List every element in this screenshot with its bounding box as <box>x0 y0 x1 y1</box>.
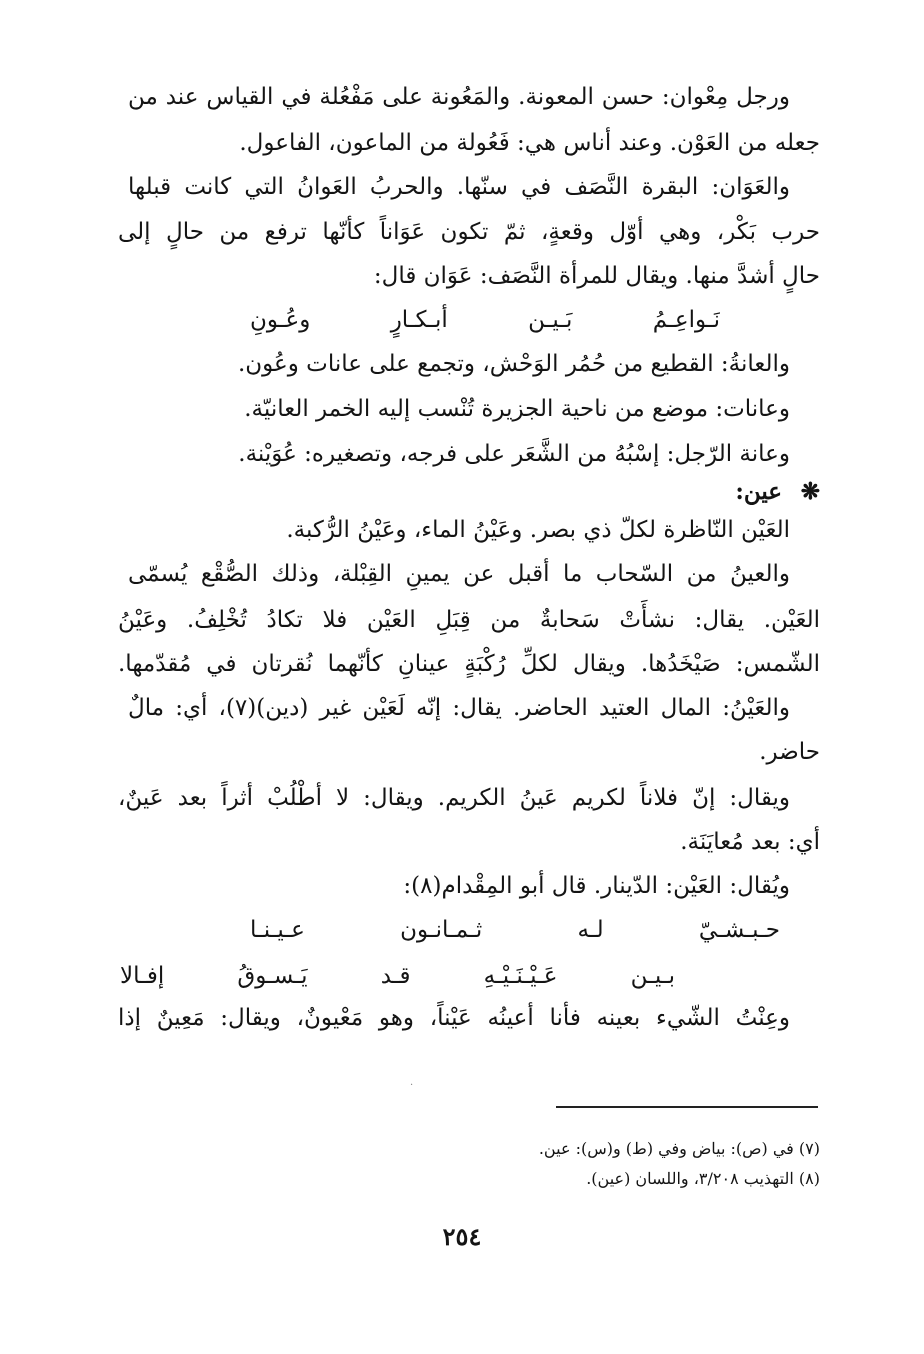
paper-speck: · <box>410 1080 414 1091</box>
footnote-7: (٧) في (ص): بياض وفي (ط) و(س): عين. <box>538 1139 820 1158</box>
text-line-5: حالٍ أشدَّ منها. ويقال للمرأة النَّصَف: عَوَان قال: <box>373 263 820 289</box>
text-line-8: وعانة الرّجل: إسْبُهُ من الشَّعَر على فرجه، وتصغيره: عُوَيْنة. <box>238 441 790 467</box>
poem-line-1: نَـواعِـمُ بَـيـن أبـكـارٍ وعُـونِ <box>250 307 720 333</box>
text-line-10: والعينُ من السّحاب ما أقبل عن يمينِ القِبْلة، وذلك الصُّقْع يُسمّى <box>128 561 790 587</box>
footnote-divider <box>556 1106 818 1108</box>
text-line-6: والعانةُ: القطيع من حُمُر الوَحْش، وتجمع على عانات وعُون. <box>237 351 790 377</box>
footnote-8: (٨) التهذيب ٣/٢٠٨، واللسان (عين). <box>586 1169 820 1188</box>
text-line-4: حرب بَكْر، وهي أوّل وقعةٍ، ثمّ تكون عَوَاناً كأنّها ترفع من حالٍ إلى <box>118 219 820 245</box>
text-line-13: والعَيْنُ: المال العتيد الحاضر. يقال: إنّه لَعَيْن غير (دين)(٧)، أي: مالٌ <box>128 695 790 721</box>
text-line-11: العَيْن. يقال: نشأَتْ سَحابةٌ من قِبَلِ العَيْن فلا تكادُ تُخْلِفُ. وعَيْنُ <box>118 607 820 633</box>
text-line-18: وعِنْتُ الشّيء بعينه فأنا أعينُه عَيْناً، وهو مَعْيونٌ، ويقال: مَعِينٌ إذا <box>118 1005 790 1031</box>
text-line-7: وعانات: موضع من ناحية الجزيرة تُنْسب إليه الخمر العانيّة. <box>244 396 790 422</box>
entry-star-icon: ❋ <box>800 478 820 505</box>
poem-line-2: حـبـشـيّ لـه ثـمـانـون عـيـنـا <box>250 917 780 943</box>
text-line-16: أي: بعد مُعايَنَة. <box>680 829 820 855</box>
entry-heading: عين: <box>735 478 782 505</box>
text-line-3: والعَوَان: البقرة النَّصَف في سنّها. والحربُ العَوانُ التي كانت قبلها <box>128 174 790 200</box>
text-line-2: جعله من العَوْن. وعند أناس هي: فَعُولة من الماعون، الفاعول. <box>239 130 820 156</box>
text-line-1: ورجل مِعْوان: حسن المعونة. والمَعُونة على مَفْعُلة في القياس عند من <box>128 84 790 110</box>
text-line-9: العَيْن النّاظرة لكلّ ذي بصر. وعَيْنُ الماء، وعَيْنُ الرُّكبة. <box>286 517 790 543</box>
page-number: ٢٥٤ <box>442 1222 482 1251</box>
text-line-12: الشّمس: صَيْخَدُها. ويقال لكلِّ رُكْبَةٍ عينانِ كأنّهما نُقرتان في مُقدّمها. <box>118 651 820 677</box>
text-line-17: ويُقال: العَيْن: الدّينار. قال أبو المِقْدام(٨): <box>403 873 790 899</box>
text-line-14: حاضر. <box>759 739 820 765</box>
text-line-15: ويقال: إنّ فلاناً لكريم عَينُ الكريم. ويقال: لا أطْلُبْ أثراً بعد عَينٌ، <box>118 785 790 811</box>
poem-line-3: بـيـن عَـيْـنَـيْـهِ قـد يَـسـوقُ إفـالا <box>120 963 675 989</box>
